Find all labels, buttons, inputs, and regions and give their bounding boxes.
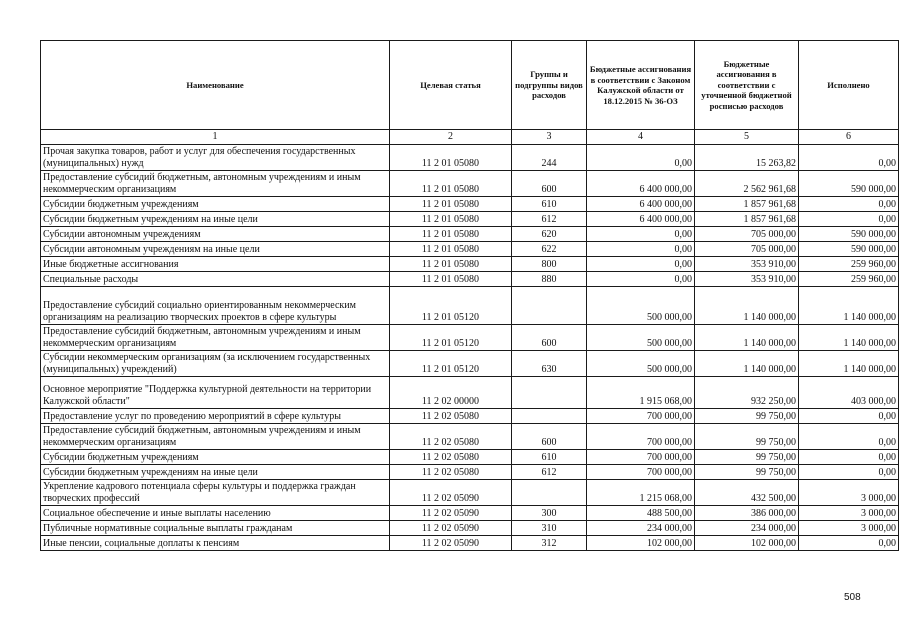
row-group-cell: 300	[512, 506, 587, 521]
row-revised-amount-cell: 102 000,00	[695, 536, 799, 551]
row-executed-amount-cell: 1 140 000,00	[799, 287, 899, 325]
table-row	[41, 145, 899, 171]
row-name-cell: Публичные нормативные социальные выплаты гражданам	[41, 521, 390, 536]
row-group-cell: 600	[512, 424, 587, 450]
row-name-cell: Предоставление субсидий бюджетным, автономным учреждениям и иным некоммерческим организациям	[41, 424, 390, 450]
row-executed-amount-cell: 0,00	[799, 465, 899, 480]
row-law-amount-cell: 500 000,00	[587, 351, 695, 377]
row-target-cell: 11 2 01 05080	[390, 145, 512, 171]
row-target-cell: 11 2 02 05080	[390, 465, 512, 480]
row-name-cell: Субсидии автономным учреждениям на иные цели	[41, 242, 390, 257]
row-executed-amount-cell: 3 000,00	[799, 521, 899, 536]
row-target-cell: 11 2 01 05080	[390, 212, 512, 227]
table-row	[41, 171, 899, 197]
table-row	[41, 351, 899, 377]
row-target-cell: 11 2 01 05080	[390, 197, 512, 212]
row-group-cell: 312	[512, 536, 587, 551]
row-group-cell: 612	[512, 465, 587, 480]
row-name-cell: Прочая закупка товаров, работ и услуг для обеспечения государственных (муниципальных) нужд	[41, 145, 390, 171]
row-executed-amount-cell: 590 000,00	[799, 227, 899, 242]
row-law-amount-cell: 700 000,00	[587, 450, 695, 465]
row-target-cell: 11 2 02 05090	[390, 521, 512, 536]
row-name-cell: Предоставление субсидий бюджетным, автономным учреждениям и иным некоммерческим организациям	[41, 325, 390, 351]
row-group-cell	[512, 287, 587, 325]
row-revised-amount-cell: 432 500,00	[695, 480, 799, 506]
table-row	[41, 536, 899, 551]
table-row	[41, 325, 899, 351]
table-row	[41, 242, 899, 257]
row-executed-amount-cell: 0,00	[799, 197, 899, 212]
row-name-cell: Основное мероприятие "Поддержка культурной деятельности на территории Калужской области"	[41, 377, 390, 409]
row-target-cell: 11 2 01 05120	[390, 287, 512, 325]
row-law-amount-cell: 6 400 000,00	[587, 212, 695, 227]
row-name-cell: Предоставление субсидий социально ориентированным некоммерческим организациям на реализацию творческих проектов в сфере культуры	[41, 287, 390, 325]
row-law-amount-cell: 0,00	[587, 272, 695, 287]
row-revised-amount-cell: 705 000,00	[695, 242, 799, 257]
row-law-amount-cell: 0,00	[587, 227, 695, 242]
row-name-cell: Предоставление услуг по проведению мероприятий в сфере культуры	[41, 409, 390, 424]
row-group-cell: 600	[512, 325, 587, 351]
row-target-cell: 11 2 01 05080	[390, 257, 512, 272]
row-executed-amount-cell: 0,00	[799, 424, 899, 450]
budget-table-sheet	[40, 40, 899, 551]
row-target-cell: 11 2 02 05080	[390, 424, 512, 450]
column-number: 1	[41, 130, 390, 145]
row-name-cell: Субсидии бюджетным учреждениям	[41, 450, 390, 465]
table-row	[41, 465, 899, 480]
header-executed: Исполнено	[799, 41, 899, 130]
table-row	[41, 506, 899, 521]
row-group-cell: 610	[512, 450, 587, 465]
row-law-amount-cell: 0,00	[587, 257, 695, 272]
row-group-cell: 600	[512, 171, 587, 197]
row-target-cell: 11 2 01 05080	[390, 242, 512, 257]
row-name-cell: Иные пенсии, социальные доплаты к пенсиям	[41, 536, 390, 551]
table-row	[41, 287, 899, 325]
row-law-amount-cell: 500 000,00	[587, 325, 695, 351]
table-row	[41, 197, 899, 212]
row-law-amount-cell: 500 000,00	[587, 287, 695, 325]
budget-table	[40, 40, 899, 551]
header-row	[41, 41, 899, 130]
row-target-cell: 11 2 01 05080	[390, 171, 512, 197]
row-target-cell: 11 2 01 05120	[390, 351, 512, 377]
row-law-amount-cell: 700 000,00	[587, 465, 695, 480]
column-number: 5	[695, 130, 799, 145]
row-target-cell: 11 2 02 00000	[390, 377, 512, 409]
table-row	[41, 409, 899, 424]
row-executed-amount-cell: 0,00	[799, 409, 899, 424]
table-row	[41, 377, 899, 409]
row-target-cell: 11 2 02 05090	[390, 506, 512, 521]
row-law-amount-cell: 6 400 000,00	[587, 197, 695, 212]
row-law-amount-cell: 700 000,00	[587, 424, 695, 450]
row-revised-amount-cell: 15 263,82	[695, 145, 799, 171]
column-number: 6	[799, 130, 899, 145]
table-row	[41, 272, 899, 287]
row-executed-amount-cell: 1 140 000,00	[799, 325, 899, 351]
table-row	[41, 480, 899, 506]
row-target-cell: 11 2 01 05080	[390, 272, 512, 287]
header-name: Наименование	[41, 41, 390, 130]
row-group-cell: 622	[512, 242, 587, 257]
row-revised-amount-cell: 705 000,00	[695, 227, 799, 242]
row-name-cell: Иные бюджетные ассигнования	[41, 257, 390, 272]
row-name-cell: Субсидии автономным учреждениям	[41, 227, 390, 242]
row-law-amount-cell: 0,00	[587, 145, 695, 171]
row-name-cell: Субсидии некоммерческим организациям (за исключением государственных (муниципальных) учреждений)	[41, 351, 390, 377]
row-name-cell: Субсидии бюджетным учреждениям	[41, 197, 390, 212]
row-group-cell: 244	[512, 145, 587, 171]
row-group-cell: 620	[512, 227, 587, 242]
row-target-cell: 11 2 02 05080	[390, 450, 512, 465]
row-law-amount-cell: 0,00	[587, 242, 695, 257]
row-executed-amount-cell: 0,00	[799, 450, 899, 465]
row-group-cell: 610	[512, 197, 587, 212]
row-group-cell: 880	[512, 272, 587, 287]
header-target: Целевая статья	[390, 41, 512, 130]
row-revised-amount-cell: 99 750,00	[695, 465, 799, 480]
row-executed-amount-cell: 1 140 000,00	[799, 351, 899, 377]
row-revised-amount-cell: 353 910,00	[695, 257, 799, 272]
table-row	[41, 450, 899, 465]
header-law: Бюджетные ассигнования в соответствии с Законом Калужской области от 18.12.2015 № 36-ОЗ	[587, 41, 695, 130]
row-executed-amount-cell: 0,00	[799, 536, 899, 551]
row-group-cell	[512, 480, 587, 506]
row-target-cell: 11 2 02 05080	[390, 409, 512, 424]
row-group-cell	[512, 409, 587, 424]
column-number: 3	[512, 130, 587, 145]
row-executed-amount-cell: 590 000,00	[799, 171, 899, 197]
row-revised-amount-cell: 932 250,00	[695, 377, 799, 409]
row-revised-amount-cell: 1 140 000,00	[695, 351, 799, 377]
row-target-cell: 11 2 02 05090	[390, 480, 512, 506]
table-row	[41, 227, 899, 242]
row-revised-amount-cell: 2 562 961,68	[695, 171, 799, 197]
row-group-cell: 612	[512, 212, 587, 227]
row-group-cell: 800	[512, 257, 587, 272]
column-number: 4	[587, 130, 695, 145]
row-executed-amount-cell: 3 000,00	[799, 480, 899, 506]
table-row	[41, 521, 899, 536]
column-number-row	[41, 130, 899, 145]
row-executed-amount-cell: 0,00	[799, 212, 899, 227]
row-law-amount-cell: 700 000,00	[587, 409, 695, 424]
row-executed-amount-cell: 403 000,00	[799, 377, 899, 409]
row-executed-amount-cell: 590 000,00	[799, 242, 899, 257]
row-law-amount-cell: 488 500,00	[587, 506, 695, 521]
row-executed-amount-cell: 259 960,00	[799, 272, 899, 287]
header-groups: Группы и подгруппы видов расходов	[512, 41, 587, 130]
row-name-cell: Предоставление субсидий бюджетным, автономным учреждениям и иным некоммерческим организациям	[41, 171, 390, 197]
row-target-cell: 11 2 02 05090	[390, 536, 512, 551]
table-row	[41, 212, 899, 227]
row-law-amount-cell: 1 215 068,00	[587, 480, 695, 506]
row-revised-amount-cell: 99 750,00	[695, 409, 799, 424]
row-name-cell: Укрепление кадрового потенциала сферы культуры и поддержка граждан творческих профессий	[41, 480, 390, 506]
table-row	[41, 257, 899, 272]
row-revised-amount-cell: 99 750,00	[695, 450, 799, 465]
table-row	[41, 424, 899, 450]
column-number: 2	[390, 130, 512, 145]
row-executed-amount-cell: 0,00	[799, 145, 899, 171]
row-revised-amount-cell: 353 910,00	[695, 272, 799, 287]
row-revised-amount-cell: 1 857 961,68	[695, 197, 799, 212]
row-executed-amount-cell: 3 000,00	[799, 506, 899, 521]
row-target-cell: 11 2 01 05120	[390, 325, 512, 351]
row-group-cell: 310	[512, 521, 587, 536]
row-revised-amount-cell: 1 140 000,00	[695, 325, 799, 351]
row-target-cell: 11 2 01 05080	[390, 227, 512, 242]
row-revised-amount-cell: 1 140 000,00	[695, 287, 799, 325]
row-name-cell: Социальное обеспечение и иные выплаты населению	[41, 506, 390, 521]
row-name-cell: Субсидии бюджетным учреждениям на иные цели	[41, 465, 390, 480]
row-executed-amount-cell: 259 960,00	[799, 257, 899, 272]
row-revised-amount-cell: 386 000,00	[695, 506, 799, 521]
row-law-amount-cell: 1 915 068,00	[587, 377, 695, 409]
row-name-cell: Специальные расходы	[41, 272, 390, 287]
row-law-amount-cell: 234 000,00	[587, 521, 695, 536]
row-law-amount-cell: 6 400 000,00	[587, 171, 695, 197]
row-revised-amount-cell: 99 750,00	[695, 424, 799, 450]
row-law-amount-cell: 102 000,00	[587, 536, 695, 551]
row-revised-amount-cell: 234 000,00	[695, 521, 799, 536]
row-group-cell: 630	[512, 351, 587, 377]
page-number: 508	[844, 592, 861, 603]
row-name-cell: Субсидии бюджетным учреждениям на иные цели	[41, 212, 390, 227]
row-revised-amount-cell: 1 857 961,68	[695, 212, 799, 227]
row-group-cell	[512, 377, 587, 409]
header-revised: Бюджетные ассигнования в соответствии с уточненной бюджетной росписью расходов	[695, 41, 799, 130]
